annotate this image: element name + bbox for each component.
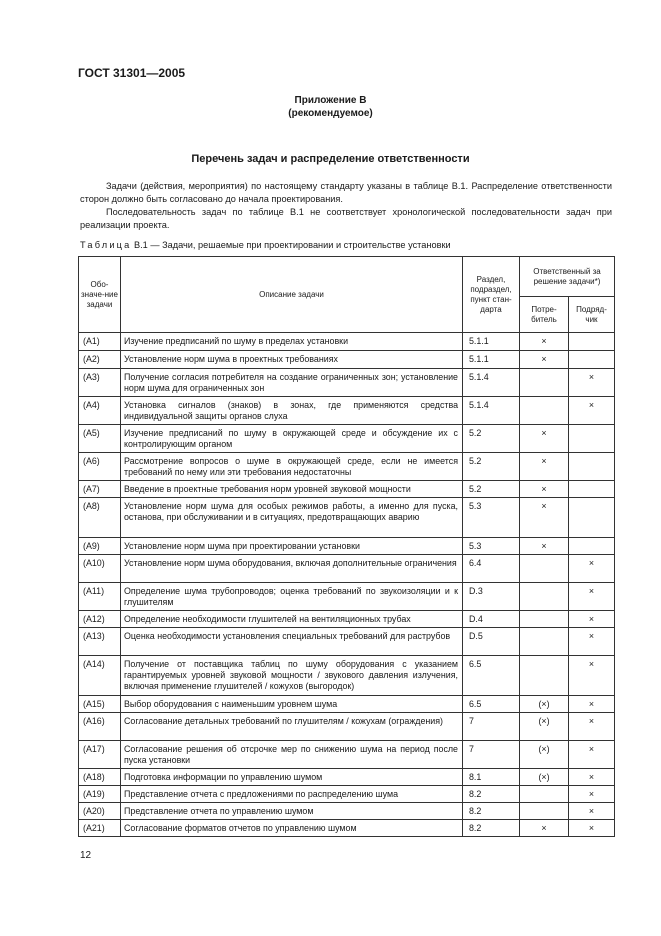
contractor-mark-cell [569,453,615,481]
task-description-cell: Установление норм шума для особых режимов работы, а именно для пуска, останова, при обслуживании и в ситуациях, предотвращающих аварию [121,498,463,538]
task-code-cell: (А19) [79,786,121,803]
task-code-cell: (А14) [79,656,121,696]
contractor-mark-cell [569,425,615,453]
table-row [79,369,615,397]
task-code-cell: (А6) [79,453,121,481]
table-row [79,611,615,628]
task-description-cell: Согласование решения об отсрочке мер по снижению шума на период после пуска установки [121,741,463,769]
appendix-status: (рекомендуемое) [288,108,373,119]
table-row [79,333,615,351]
contractor-mark-cell: × [569,769,615,786]
consumer-mark-cell: (×) [520,696,569,713]
task-description-cell: Получение согласия потребителя на создание ограниченных зон; установление норм шума для ограниченных зон [121,369,463,397]
contractor-mark-cell [569,333,615,351]
intro-paragraph-1: Задачи (действия, мероприятия) по настоящему стандарту указаны в таблице В.1. Распределение ответственности сторон должно быть согласовано до начала проектирования. [80,181,612,204]
header-consumer: Потре-битель [520,297,569,333]
task-code-cell: (А2) [79,351,121,369]
task-description-cell: Установление норм шума в проектных требованиях [121,351,463,369]
consumer-mark-cell [520,656,569,696]
tasks-table [78,256,615,837]
standard-section-cell: 5.1.4 [463,369,520,397]
consumer-mark-cell: × [520,425,569,453]
header-standard-section: Раздел, подраздел, пункт стан-дарта [463,257,520,333]
intro-paragraph-2: Последовательность задач по таблице В.1 не соответствует хронологической последовательности задач при реализации проекта. [80,207,612,230]
consumer-mark-cell: (×) [520,769,569,786]
table-row [79,397,615,425]
contractor-mark-cell: × [569,583,615,611]
contractor-mark-cell: × [569,555,615,583]
standard-section-cell: 5.3 [463,498,520,538]
table-row [79,786,615,803]
contractor-mark-cell: × [569,803,615,820]
task-code-cell: (А21) [79,820,121,837]
task-code-cell: (А15) [79,696,121,713]
table-row [79,481,615,498]
table-row [79,498,615,538]
table-row [79,656,615,696]
task-description-cell: Выбор оборудования с наименьшим уровнем шума [121,696,463,713]
table-row [79,628,615,656]
standard-section-cell: 5.2 [463,481,520,498]
table-caption-prefix: Таблица [80,240,132,250]
standard-section-cell: D.3 [463,583,520,611]
header-task-description: Описание задачи [121,257,463,333]
task-code-cell: (А8) [79,498,121,538]
task-code-cell: (А5) [79,425,121,453]
table-row [79,803,615,820]
consumer-mark-cell [520,786,569,803]
task-description-cell: Изучение предписаний по шуму в окружающей среде и обсуждение их с контролирующим органом [121,425,463,453]
consumer-mark-cell: × [520,481,569,498]
task-code-cell: (А4) [79,397,121,425]
standard-section-cell: D.5 [463,628,520,656]
header-responsible: Ответственный за решение задачи*) [520,257,615,297]
standard-section-cell: 5.2 [463,453,520,481]
contractor-mark-cell: × [569,786,615,803]
table-row [79,769,615,786]
table-caption-text: В.1 — Задачи, решаемые при проектировании и строительстве установки [131,240,451,250]
task-code-cell: (А9) [79,538,121,555]
task-code-cell: (А3) [79,369,121,397]
consumer-mark-cell [520,369,569,397]
standard-section-cell: 8.2 [463,803,520,820]
standard-section-cell: 7 [463,713,520,741]
appendix-title: Перечень задач и распределение ответственности [191,153,470,165]
task-description-cell: Рассмотрение вопросов о шуме в окружающей среде, если не имеется требований по нему или эти требования недостаточны [121,453,463,481]
standard-section-cell: 8.1 [463,769,520,786]
task-description-cell: Определение необходимости глушителей на вентиляционных трубах [121,611,463,628]
task-code-cell: (А7) [79,481,121,498]
task-code-cell: (А10) [79,555,121,583]
contractor-mark-cell: × [569,696,615,713]
standard-section-cell: 7 [463,741,520,769]
contractor-mark-cell: × [569,397,615,425]
standard-section-cell: 6.4 [463,555,520,583]
task-description-cell: Подготовка информации по управлению шумом [121,769,463,786]
task-code-cell: (А11) [79,583,121,611]
consumer-mark-cell [520,555,569,583]
task-description-cell: Определение шума трубопроводов; оценка требований по звукоизоляции и к глушителям [121,583,463,611]
consumer-mark-cell: × [520,538,569,555]
task-description-cell: Установление норм шума при проектировании установки [121,538,463,555]
contractor-mark-cell [569,481,615,498]
task-code-cell: (А12) [79,611,121,628]
tasks-table-body [79,333,615,837]
task-description-cell: Представление отчета по управлению шумом [121,803,463,820]
standard-section-cell: 8.2 [463,786,520,803]
table-row [79,555,615,583]
appendix-label: Приложение В [294,95,367,106]
task-description-cell: Установление норм шума оборудования, включая дополнительные ограничения [121,555,463,583]
task-description-cell: Введение в проектные требования норм уровней звуковой мощности [121,481,463,498]
contractor-mark-cell: × [569,820,615,837]
task-description-cell: Согласование форматов отчетов по управлению шумом [121,820,463,837]
consumer-mark-cell [520,397,569,425]
consumer-mark-cell: × [520,453,569,481]
task-description-cell: Изучение предписаний по шуму в пределах установки [121,333,463,351]
task-description-cell: Представление отчета с предложениями по распределению шума [121,786,463,803]
header-task-code: Обо-значе-ние задачи [79,257,121,333]
header-contractor: Подряд-чик [569,297,615,333]
consumer-mark-cell: × [520,820,569,837]
table-row [79,713,615,741]
table-row [79,820,615,837]
consumer-mark-cell: (×) [520,713,569,741]
task-code-cell: (А17) [79,741,121,769]
task-description-cell: Оценка необходимости установления специальных требований для раструбов [121,628,463,656]
task-description-cell: Согласование детальных требований по глушителям / кожухам (ограждения) [121,713,463,741]
consumer-mark-cell [520,628,569,656]
table-row [79,741,615,769]
consumer-mark-cell: (×) [520,741,569,769]
standard-section-cell: 6.5 [463,656,520,696]
table-row [79,453,615,481]
contractor-mark-cell [569,538,615,555]
consumer-mark-cell [520,583,569,611]
table-caption [80,240,451,250]
standard-section-cell: 5.3 [463,538,520,555]
task-code-cell: (А1) [79,333,121,351]
task-code-cell: (А13) [79,628,121,656]
contractor-mark-cell [569,498,615,538]
task-code-cell: (А16) [79,713,121,741]
task-description-cell: Установка сигналов (знаков) в зонах, где применяются средства индивидуальной защиты органов слуха [121,397,463,425]
contractor-mark-cell: × [569,713,615,741]
consumer-mark-cell: × [520,498,569,538]
task-code-cell: (А20) [79,803,121,820]
document-code: ГОСТ 31301—2005 [78,66,186,80]
standard-section-cell: 5.1.1 [463,333,520,351]
standard-section-cell: 5.1.1 [463,351,520,369]
contractor-mark-cell: × [569,741,615,769]
contractor-mark-cell [569,351,615,369]
standard-section-cell: 6.5 [463,696,520,713]
standard-section-cell: D.4 [463,611,520,628]
table-row [79,538,615,555]
consumer-mark-cell [520,611,569,628]
task-code-cell: (А18) [79,769,121,786]
table-row [79,351,615,369]
standard-section-cell: 8.2 [463,820,520,837]
contractor-mark-cell: × [569,611,615,628]
consumer-mark-cell: × [520,351,569,369]
table-row [79,583,615,611]
standard-section-cell: 5.2 [463,425,520,453]
table-row [79,425,615,453]
contractor-mark-cell: × [569,369,615,397]
standard-section-cell: 5.1.4 [463,397,520,425]
task-description-cell: Получение от поставщика таблиц по шуму оборудования с указанием гарантируемых уровней звуковой мощности / звукового давления излучения, включая применение глушителей / кожухов (выгородок) [121,656,463,696]
consumer-mark-cell: × [520,333,569,351]
contractor-mark-cell: × [569,656,615,696]
page-number: 12 [80,850,92,861]
table-row [79,696,615,713]
consumer-mark-cell [520,803,569,820]
contractor-mark-cell: × [569,628,615,656]
